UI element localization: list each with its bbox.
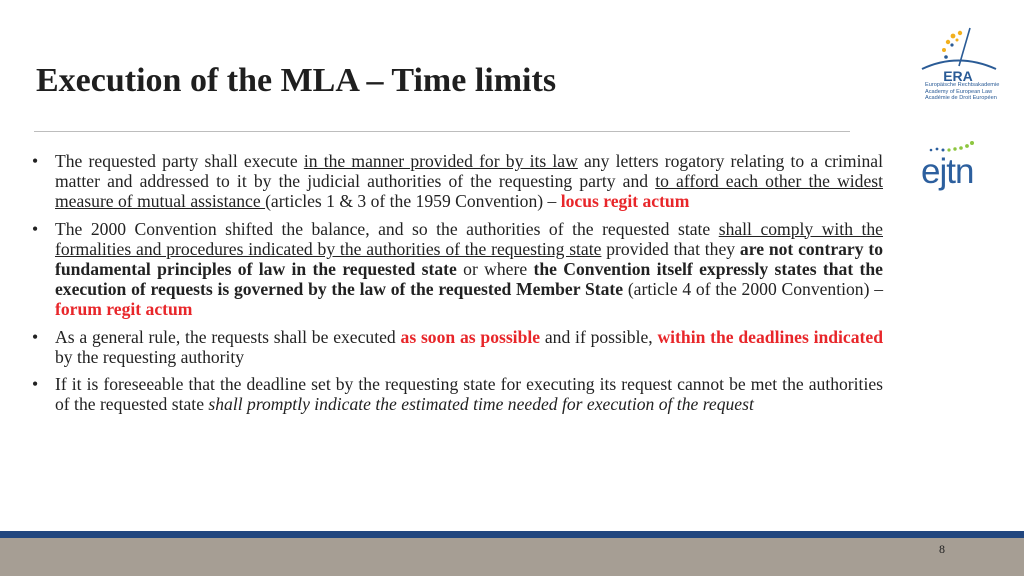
era-stars-icon [942,31,962,59]
era-subtitle-line: Europäische Rechtsakademie [925,82,1000,88]
bullet-text-bold: the Convention itself expressly states that the execution of requests is governed by the law of the requested Member State [55,259,883,300]
bullet-item [32,151,883,212]
bullet-list [32,151,883,421]
bullet-item [32,327,883,367]
era-subtitle [925,82,999,102]
bullet-text: If it is foreseeable that the deadline set by the requesting state for executing its request cannot be met the authorities of the requested state [55,374,883,415]
bullet-text: As a general rule, the requests shall be executed [55,326,401,347]
bullet-item [32,219,883,320]
slide-title: Execution of the MLA – Time limits [36,62,557,99]
bullet-text-underline: in the manner provided for by its law [303,151,578,171]
bullet-text-underline: to afford each other the widest measure of mutual assistance [55,171,884,212]
bullet-text: any letters rogatory relating to a criminal matter and addressed to it by the judicial authorities of the requesting party and [55,151,883,192]
footer-blue-bar [0,531,1024,538]
era-name: ERA [943,68,973,84]
title-divider [34,131,850,132]
ejtn-stars-icon [930,141,974,152]
bullet-text: or where [456,259,534,280]
bullet-text: by the requesting authority [55,346,245,367]
era-subtitle-line: Académie de Droit Européen [925,95,997,102]
footer-gray-bar [0,538,1024,576]
bullet-text-italic: shall promptly indicate the estimated time needed for execution of the request [208,394,754,415]
bullet-text: The 2000 Convention shifted the balance, and so the authorities of the requested state [55,218,719,239]
bullet-dot-icon: • [32,151,39,171]
bullet-item [32,374,883,414]
bullet-text-highlight: within the deadlines indicated [657,326,883,347]
bullet-text-highlight: as soon as possible [400,326,541,347]
bullet-dot-icon: • [32,374,39,395]
bullet-text: (articles 1 & 3 of the 1959 Convention) – [265,191,561,212]
bullet-text-underline: shall comply with the formalities and procedures indicated by the authorities of the requesting state [55,218,883,259]
bullet-text: The requested party shall execute [55,151,304,171]
bullet-dot-icon: • [32,218,39,239]
era-subtitle-line: Academy of European Law [925,88,993,95]
bullet-text-highlight: locus regit actum [560,191,690,212]
bullet-text-bold: are not contrary to fundamental principles of law in the requested state [55,238,883,280]
ejtn-wordmark: ejtn [921,152,974,191]
page-number: 8 [939,542,945,556]
bullet-text: provided that they [601,238,740,259]
bullet-text: and if possible, [540,326,658,347]
bullet-dot-icon: • [32,326,39,347]
bullet-text: (article 4 of the 2000 Convention) – [623,279,883,300]
bullet-text-highlight: forum regit actum [55,299,193,320]
